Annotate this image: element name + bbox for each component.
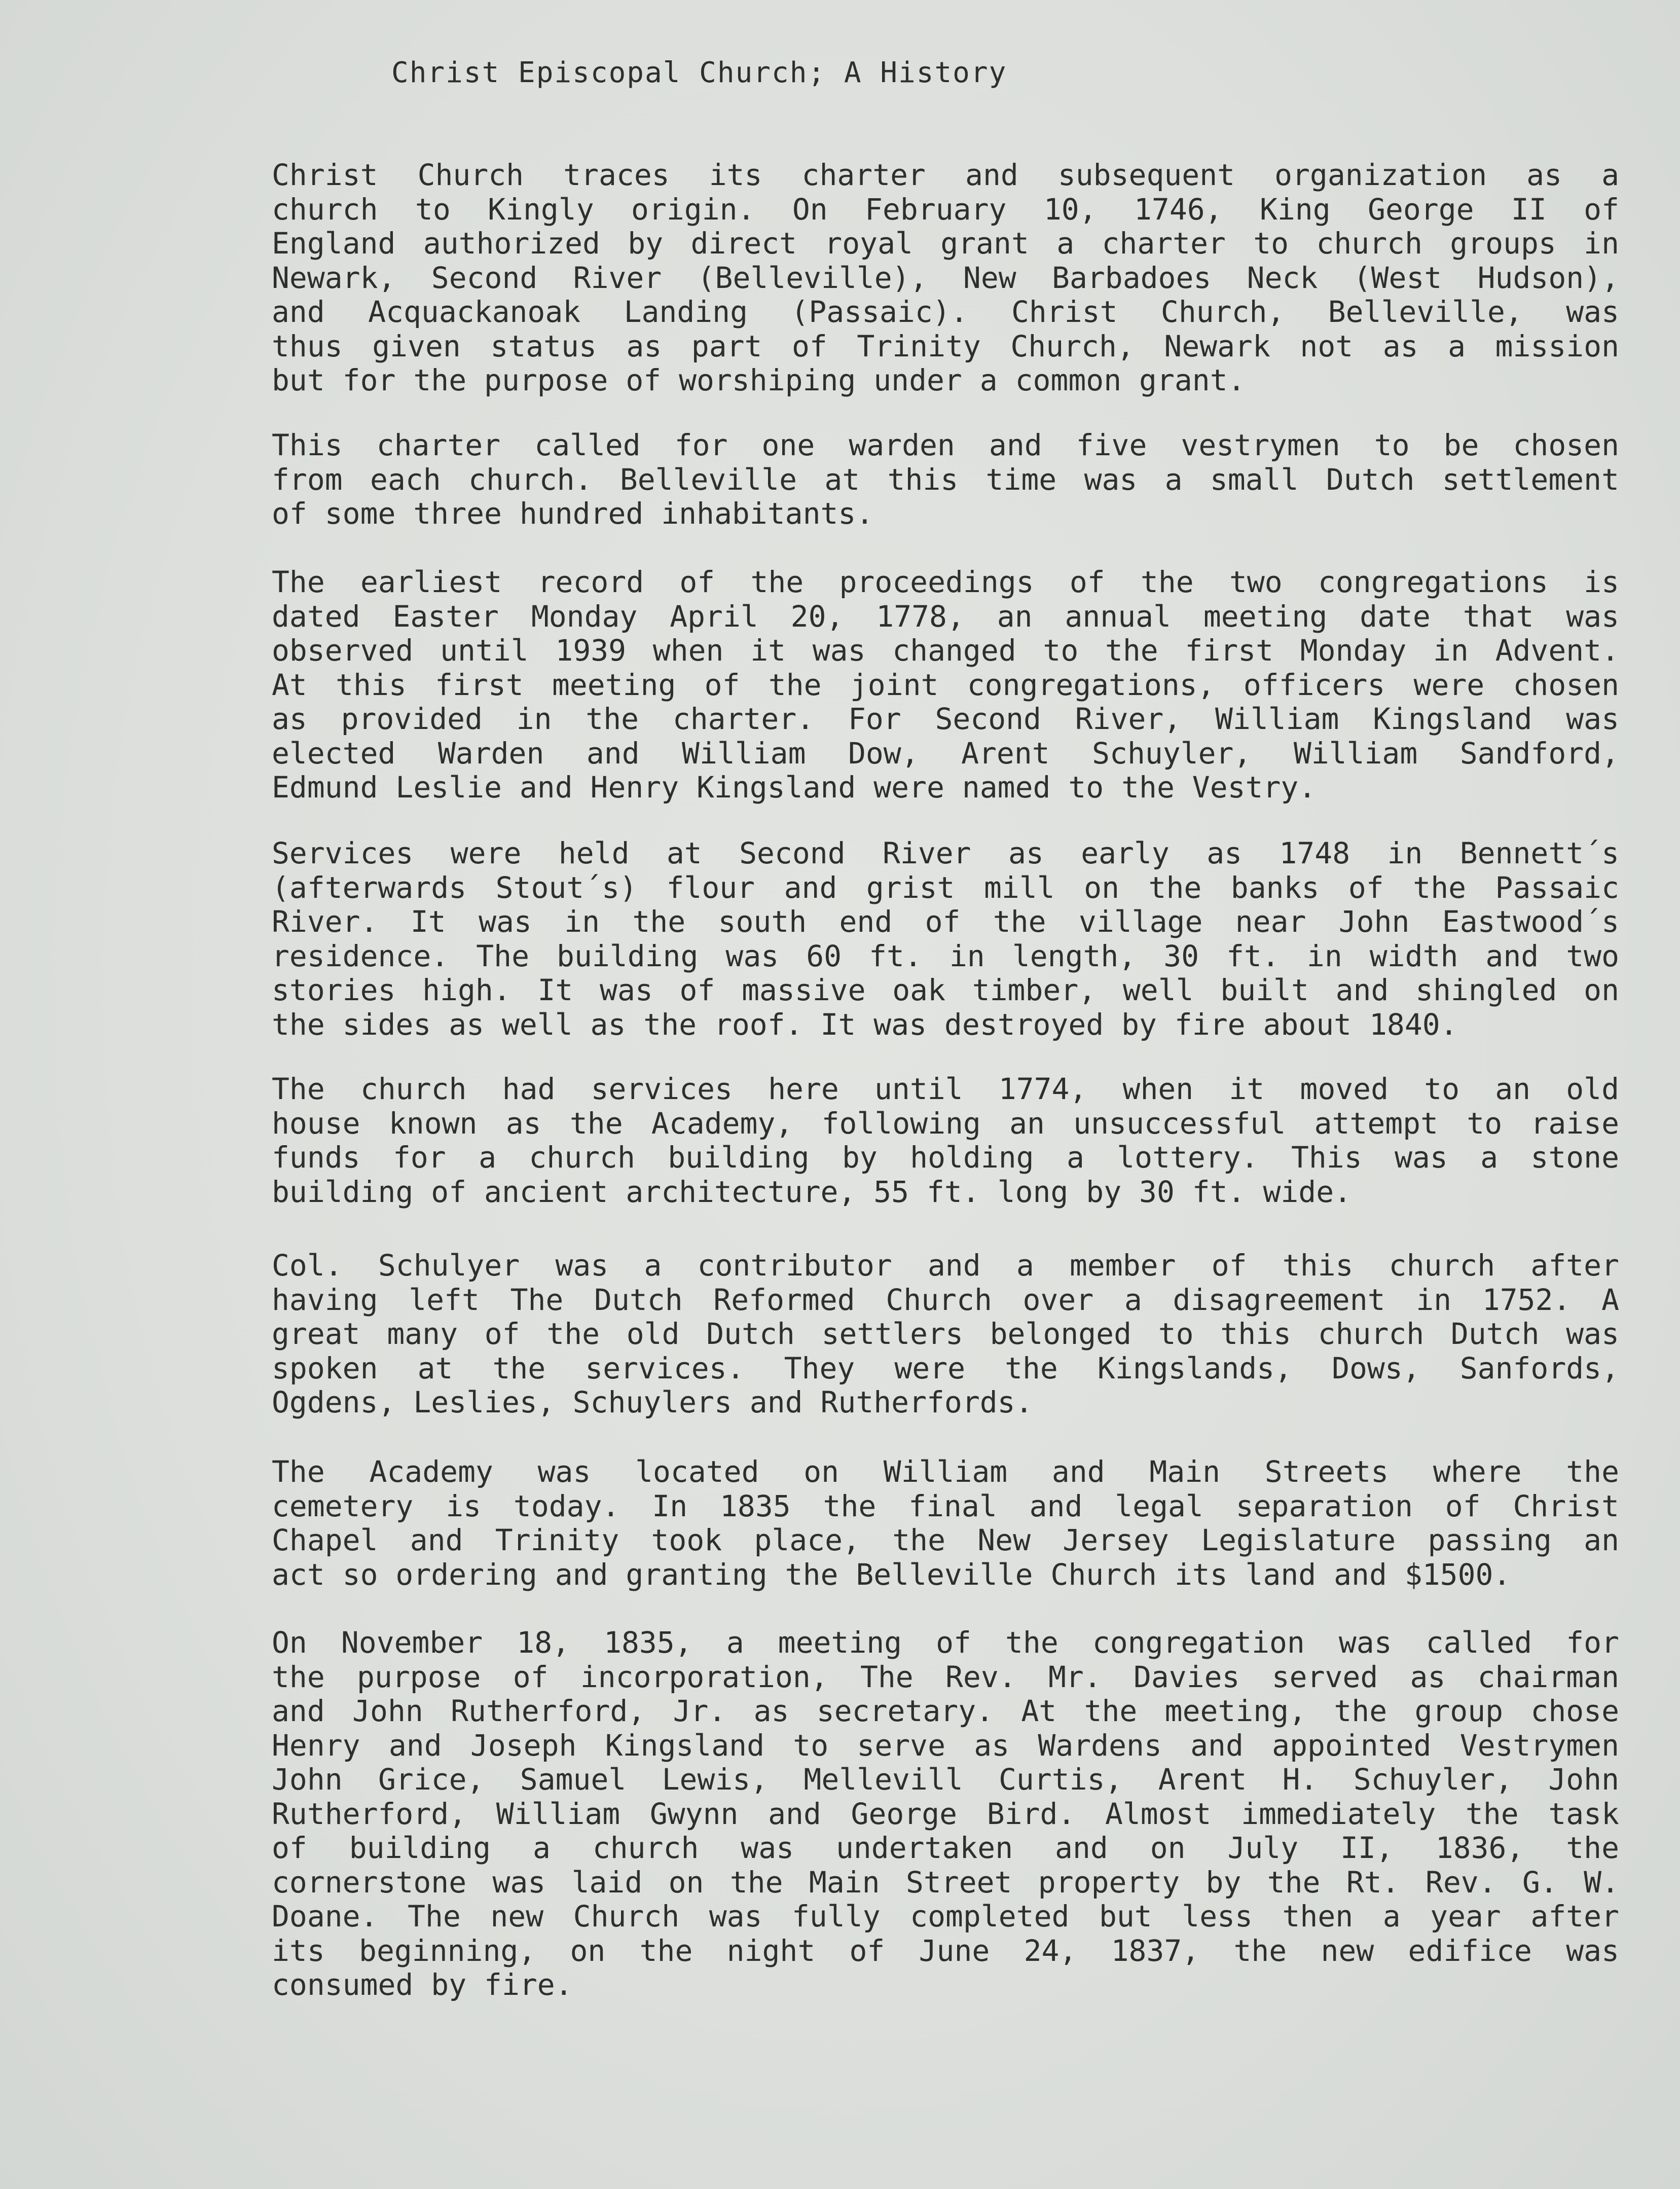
text-line: This charter called for one warden and five vestrymen to be chosen <box>272 428 1619 462</box>
text-line: of some three hundred inhabitants. <box>272 496 874 531</box>
text-line: Rutherford, William Gwynn and George Bird. Almost immediately the task <box>272 1796 1619 1831</box>
text-line: Services were held at Second River as early as 1748 in Bennett´s <box>272 836 1619 870</box>
text-line: Doane. The new Church was fully completed but less then a year after <box>272 1899 1619 1933</box>
paragraph-academy-move <box>169 1072 1619 1209</box>
text-line: stories high. It was of massive oak timber, well built and shingled on <box>272 973 1619 1007</box>
text-line: having left The Dutch Reformed Church over a disagreement in 1752. A <box>272 1282 1619 1317</box>
paragraph-earliest-record <box>169 565 1619 805</box>
text-line: and John Rutherford, Jr. as secretary. At the meeting, the group chose <box>272 1694 1619 1728</box>
text-line: Ogdens, Leslies, Schuylers and Rutherfords. <box>272 1385 1033 1419</box>
text-line: Newark, Second River (Belleville), New Barbadoes Neck (West Hudson), <box>272 260 1619 295</box>
text-line: of building a church was undertaken and on July II, 1836, the <box>272 1831 1619 1865</box>
text-line: act so ordering and granting the Belleville Church its land and $1500. <box>272 1557 1511 1592</box>
page-title: Christ Episcopal Church; A History <box>391 56 1007 89</box>
text-line: England authorized by direct royal grant a charter to church groups in <box>272 226 1619 261</box>
text-line: spoken at the services. They were the Kingslands, Dows, Sanfords, <box>272 1351 1619 1385</box>
text-line: from each church. Belleville at this time was a small Dutch settlement <box>272 462 1619 497</box>
text-line: John Grice, Samuel Lewis, Mellevill Curtis, Arent H. Schuyler, John <box>272 1762 1619 1797</box>
text-line: The church had services here until 1774, when it moved to an old <box>272 1072 1619 1106</box>
text-line: cemetery is today. In 1835 the final and legal separation of Christ <box>272 1488 1619 1523</box>
text-line: Chapel and Trinity took place, the New Jersey Legislature passing an <box>272 1523 1619 1557</box>
text-line: Edmund Leslie and Henry Kingsland were named to the Vestry. <box>272 770 1317 805</box>
text-line: residence. The building was 60 ft. in length, 30 ft. in width and two <box>272 938 1619 973</box>
text-line: The earliest record of the proceedings of the two congregations is <box>272 565 1619 599</box>
text-line: as provided in the charter. For Second River, William Kingsland was <box>272 702 1619 736</box>
text-line: funds for a church building by holding a lottery. This was a stone <box>272 1140 1619 1175</box>
text-line: the purpose of incorporation, The Rev. Mr. Davies served as chairman <box>272 1659 1619 1694</box>
text-line: dated Easter Monday April 20, 1778, an annual meeting date that was <box>272 599 1619 634</box>
text-line: On November 18, 1835, a meeting of the congregation was called for <box>272 1625 1619 1660</box>
text-line: elected Warden and William Dow, Arent Schuyler, William Sandford, <box>272 736 1619 771</box>
text-line: The Academy was located on William and Main Streets where the <box>272 1454 1619 1489</box>
paragraph-separation <box>169 1455 1619 1592</box>
text-line: and Acquackanoak Landing (Passaic). Christ Church, Belleville, was <box>272 295 1619 329</box>
text-line: consumed by fire. <box>272 1967 573 2002</box>
paragraph-dutch-settlers <box>169 1249 1619 1420</box>
text-line: cornerstone was laid on the Main Street property by the Rt. Rev. G. W. <box>272 1865 1619 1900</box>
text-line: observed until 1939 when it was changed to the first Monday in Advent. <box>272 633 1619 668</box>
text-line: Col. Schulyer was a contributor and a member of this church after <box>272 1248 1619 1283</box>
text-line: thus given status as part of Trinity Church, Newark not as a mission <box>272 329 1619 363</box>
text-line: but for the purpose of worshiping under a common grant. <box>272 363 1246 397</box>
text-line: (afterwards Stout´s) flour and grist mill on the banks of the Passaic <box>272 870 1619 905</box>
paragraph-charter-origin <box>169 158 1619 398</box>
text-line: the sides as well as the roof. It was destroyed by fire about 1840. <box>272 1007 1458 1042</box>
text-line: At this first meeting of the joint congregations, officers were chosen <box>272 667 1619 702</box>
paragraph-incorporation <box>169 1626 1619 2002</box>
text-line: church to Kingly origin. On February 10, 1746, King George II of <box>272 192 1619 227</box>
text-line: River. It was in the south end of the village near John Eastwood´s <box>272 904 1619 939</box>
text-line: Henry and Joseph Kingsland to serve as Wardens and appointed Vestrymen <box>272 1728 1619 1763</box>
text-line: house known as the Academy, following an unsuccessful attempt to raise <box>272 1106 1619 1141</box>
text-line: its beginning, on the night of June 24, 1837, the new edifice was <box>272 1933 1619 1968</box>
text-line: Christ Church traces its charter and subsequent organization as a <box>272 158 1619 192</box>
paragraph-charter-wardens <box>169 428 1619 531</box>
text-line: building of ancient architecture, 55 ft. long by 30 ft. wide. <box>272 1174 1352 1209</box>
paragraph-services-mill <box>169 836 1619 1042</box>
text-line: great many of the old Dutch settlers belonged to this church Dutch was <box>272 1317 1619 1351</box>
